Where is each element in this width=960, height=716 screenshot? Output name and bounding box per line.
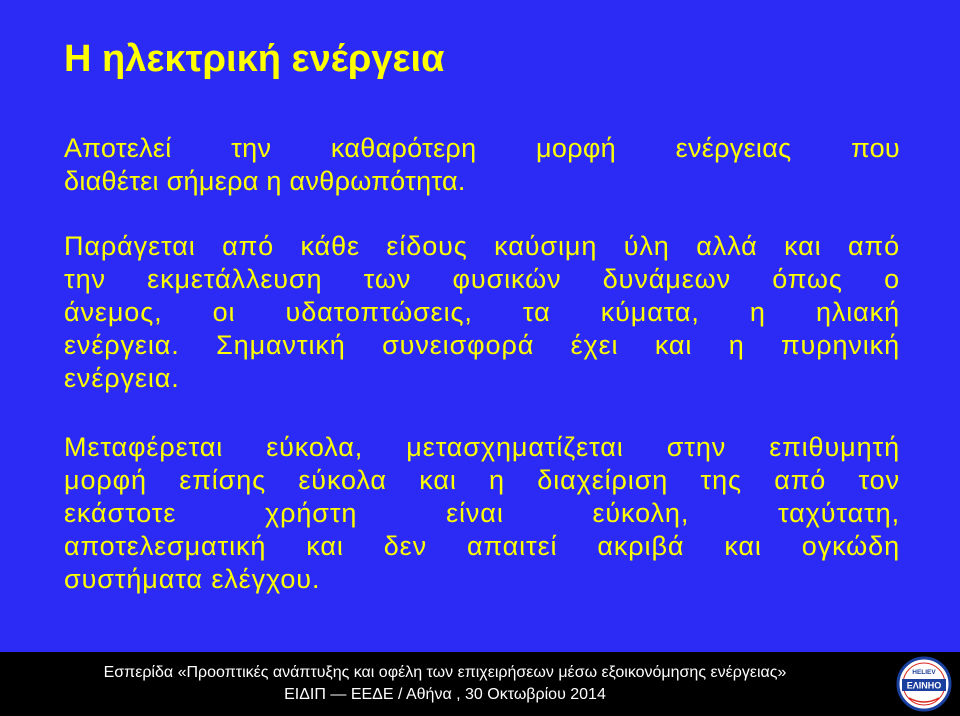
logo-main-text: ΕΛΙΝΗΟ — [906, 680, 942, 691]
paragraph-line: ενέργεια. — [64, 363, 180, 393]
paragraph-line: Μεταφέρεται εύκολα, μετασχηματίζεται στην επιθυμητή — [64, 432, 900, 462]
paragraph-line: ενέργεια. Σημαντική συνεισφορά έχει και η πυρηνική — [64, 330, 900, 360]
paragraph-1 — [64, 132, 900, 198]
paragraph-line: Αποτελεί την καθαρότερη μορφή ενέργειας που — [64, 133, 900, 163]
paragraph-line: διαθέτει σήμερα η ανθρωπότητα. — [64, 166, 466, 196]
paragraph-line: συστήματα ελέγχου. — [64, 564, 321, 594]
heliev-logo — [895, 656, 953, 712]
paragraph-line: εκάστοτε χρήστη είναι εύκολη, ταχύτατη, — [64, 498, 900, 528]
footer-venue-date: ΕΙΔΙΠ — ΕΕΔΕ / Αθήνα , 30 Οκτωβρίου 2014 — [284, 686, 606, 703]
paragraph-2 — [64, 230, 900, 395]
paragraph-line: την εκμετάλλευση των φυσικών δυνάμεων όπως ο — [64, 264, 900, 294]
footer-event-title: Εσπερίδα «Προοπτικές ανάπτυξης και οφέλη των επιχειρήσεων μέσω εξοικονόμησης ενέργειας» — [103, 664, 787, 681]
paragraph-line: Παράγεται από κάθε είδους καύσιμη ύλη αλλά και από — [64, 231, 900, 261]
paragraph-3 — [64, 431, 900, 596]
logo-top-text: HELIEV — [912, 669, 936, 676]
paragraph-line: αποτελεσματική και δεν απαιτεί ακριβά και ογκώδη — [64, 531, 900, 561]
paragraph-line: άνεμος, οι υδατοπτώσεις, τα κύματα, η ηλιακή — [64, 297, 900, 327]
footer — [0, 652, 960, 716]
paragraph-line: μορφή επίσης εύκολα και η διαχείριση της από τον — [64, 465, 900, 495]
slide-title: Η ηλεκτρική ενέργεια — [64, 38, 445, 80]
